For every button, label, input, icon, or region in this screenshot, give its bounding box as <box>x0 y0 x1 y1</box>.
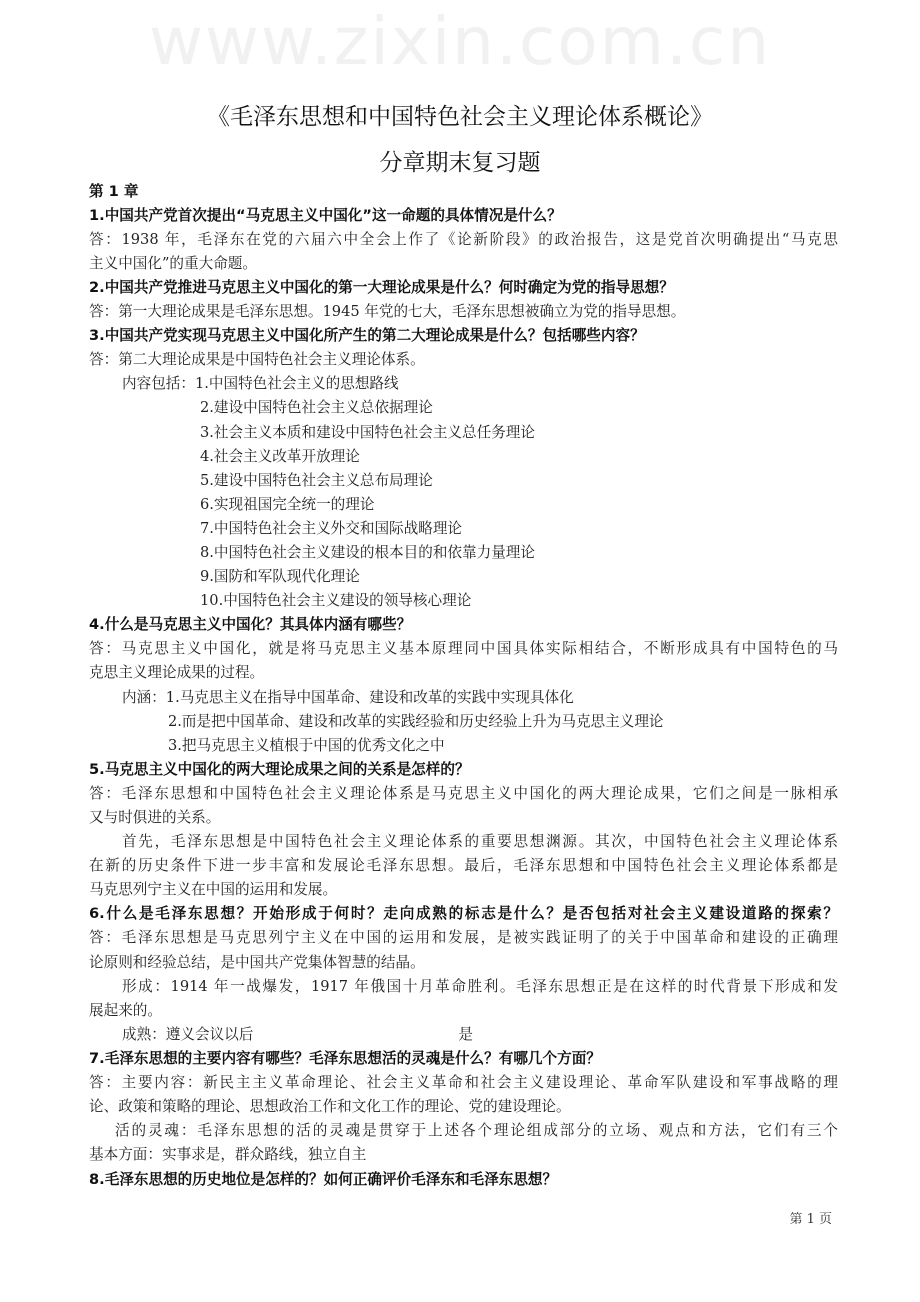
answer-line: 活的灵魂：毛泽东思想的活的灵魂是贯穿于上述各个理论组成部分的立场、观点和方法，它们有三个 <box>115 1122 838 1139</box>
question-3: 3.中国共产党实现马克思主义中国化所产生的第二大理论成果是什么？包括哪些内容？ <box>89 327 645 344</box>
question-6: 6.什么是毛泽东思想？开始形成于何时？走向成熟的标志是什么？是否包括对社会主义建设道路的探索？ <box>89 905 838 922</box>
answer-line: 首先，毛泽东思想是中国特色社会主义理论体系的重要思想渊源。其次，中国特色社会主义理论体系 <box>122 833 838 850</box>
list-item: 3.把马克思主义植根于中国的优秀文化之中 <box>168 737 445 754</box>
list-item: 2.建设中国特色社会主义总依据理论 <box>200 399 433 416</box>
answer-line: 答：毛泽东思想是马克思列宁主义在中国的运用和发展，是被实践证明了的关于中国革命和建设的正确理 <box>89 929 838 946</box>
answer-line: 答：第二大理论成果是中国特色社会主义理论体系。 <box>89 351 425 368</box>
answer-line: 答：1938 年，毛泽东在党的六届六中全会上作了《论新阶段》的政治报告，这是党首次明确提出“马克思 <box>89 231 838 248</box>
document-title: 《毛泽东思想和中国特色社会主义理论体系概论》 <box>207 104 713 130</box>
list-item: 5.建设中国特色社会主义总布局理论 <box>200 472 433 489</box>
document-subtitle: 分章期末复习题 <box>379 150 541 176</box>
question-7: 7.毛泽东思想的主要内容有哪些？毛泽东思想活的灵魂是什么？有哪几个方面？ <box>89 1050 601 1067</box>
question-5: 5.马克思主义中国化的两大理论成果之间的关系是怎样的？ <box>89 761 470 778</box>
maturity-text: 成熟：遵义会议以后 <box>122 1026 254 1043</box>
page-number: 第 1 页 <box>789 1212 832 1227</box>
answer-line: 主义中国化”的重大命题。 <box>89 255 257 272</box>
list-item: 内涵：1.马克思主义在指导中国革命、建设和改革的实践中实现具体化 <box>122 689 574 706</box>
list-item: 内容包括：1.中国特色社会主义的思想路线 <box>122 375 399 392</box>
list-item: 10.中国特色社会主义建设的领导核心理论 <box>200 592 472 609</box>
answer-line <box>122 1025 838 1045</box>
question-8: 8.毛泽东思想的历史地位是怎样的？如何正确评价毛泽东和毛泽东思想？ <box>89 1171 558 1188</box>
list-item: 2.而是把中国革命、建设和改革的实践经验和历史经验上升为马克思主义理论 <box>168 713 664 730</box>
list-item: 4.社会主义改革开放理论 <box>200 448 360 465</box>
answer-line: 在新的历史条件下进一步丰富和发展论毛泽东思想。最后，毛泽东思想和中国特色社会主义理论体系都是 <box>89 857 838 874</box>
answer-line: 答：毛泽东思想和中国特色社会主义理论体系是马克思主义中国化的两大理论成果，它们之间是一脉相承 <box>89 785 838 802</box>
watermark: www.zixin.com.cn <box>148 3 772 80</box>
list-item: 9.国防和军队现代化理论 <box>200 568 360 585</box>
maturity-answer: 是 <box>458 1026 473 1043</box>
answer-line: 形成：1914 年一战爆发，1917 年俄国十月革命胜利。毛泽东思想正是在这样的时代背景下形成和发 <box>122 978 838 995</box>
answer-line: 马克思列宁主义在中国的运用和发展。 <box>89 881 338 898</box>
answer-line: 论、政策和策略的理论、思想政治工作和文化工作的理论、党的建设理论。 <box>89 1098 571 1115</box>
answer-line: 答：第一大理论成果是毛泽东思想。1945 年党的七大，毛泽东思想被确立为党的指导思想。 <box>89 303 686 320</box>
answer-line: 又与时俱进的关系。 <box>89 809 221 826</box>
answer-line: 答：马克思主义中国化，就是将马克思主义基本原理同中国具体实际相结合，不断形成具有中国特色的马 <box>89 640 838 657</box>
answer-line: 展起来的。 <box>89 1002 162 1019</box>
answer-line: 答：主要内容：新民主主义革命理论、社会主义革命和社会主义建设理论、革命军队建设和军事战略的理 <box>89 1074 838 1091</box>
answer-line: 基本方面：实事求是，群众路线，独立自主 <box>89 1146 367 1163</box>
list-item: 6.实现祖国完全统一的理论 <box>200 496 375 513</box>
question-1: 1.中国共产党首次提出“马克思主义中国化”这一命题的具体情况是什么？ <box>89 207 562 224</box>
question-4: 4.什么是马克思主义中国化？其具体内涵有哪些？ <box>89 616 412 633</box>
chapter-heading: 第 1 章 <box>89 183 139 200</box>
answer-line: 克思主义理论成果的过程。 <box>89 664 265 681</box>
question-2: 2.中国共产党推进马克思主义中国化的第一大理论成果是什么？何时确定为党的指导思想？ <box>89 279 674 296</box>
answer-line: 论原则和经验总结，是中国共产党集体智慧的结晶。 <box>89 954 425 971</box>
list-item: 8.中国特色社会主义建设的根本目的和依靠力量理论 <box>200 544 535 561</box>
list-item: 3.社会主义本质和建设中国特色社会主义总任务理论 <box>200 424 535 441</box>
list-item: 7.中国特色社会主义外交和国际战略理论 <box>200 520 463 537</box>
